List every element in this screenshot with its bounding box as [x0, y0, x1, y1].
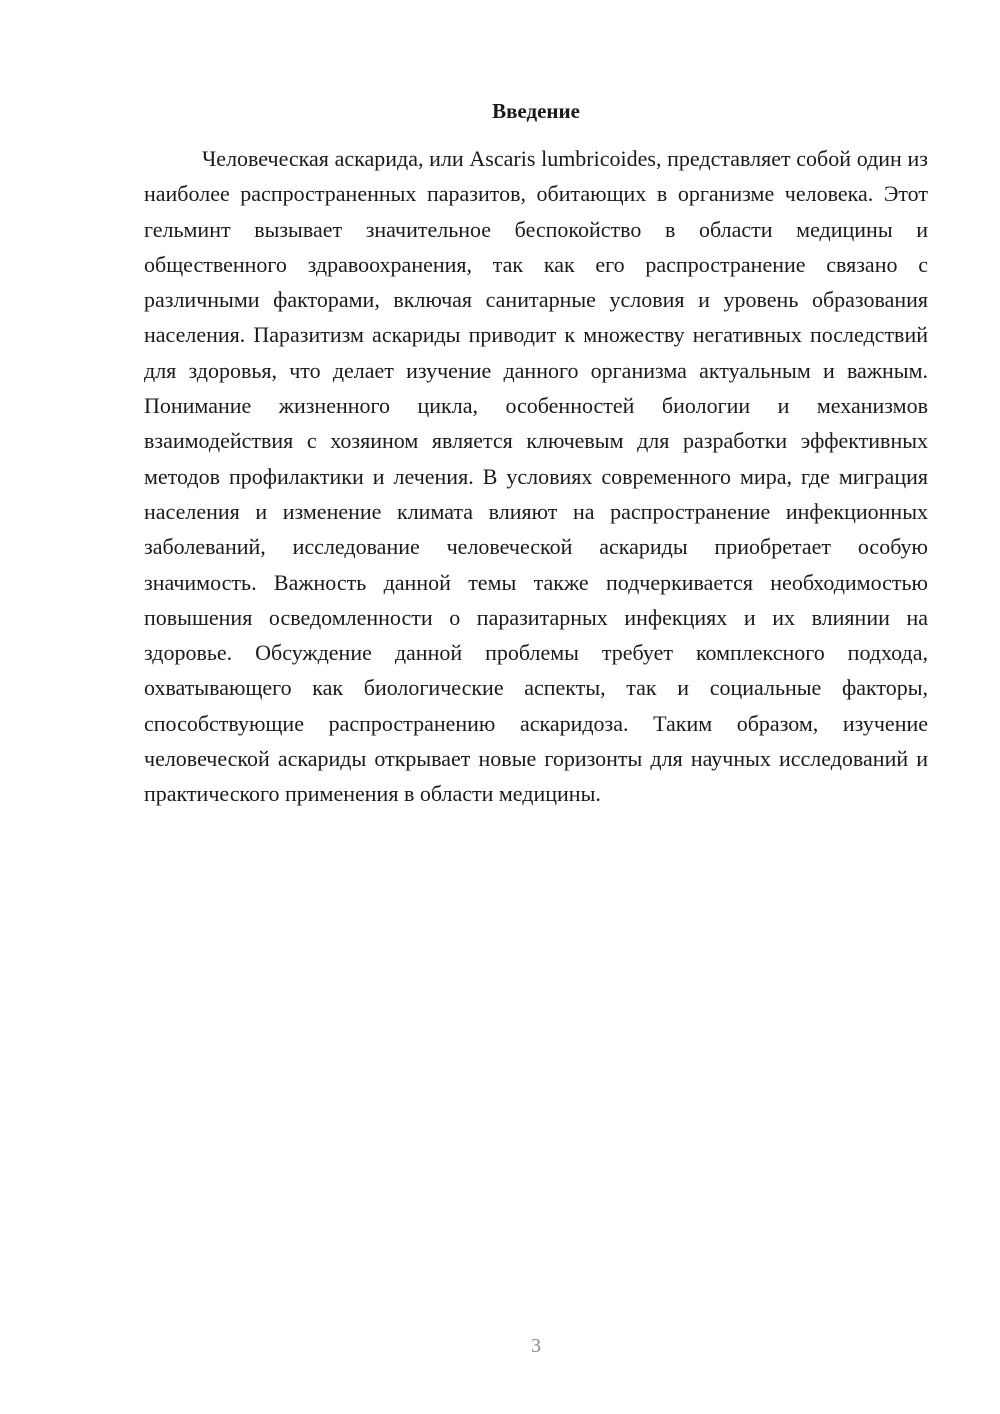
page-number: 3: [531, 1335, 541, 1357]
section-heading: Введение: [492, 99, 580, 123]
body-paragraph: Человеческая аскарида, или Ascaris lumbricoides, представляет собой один из наиболее распространенных паразитов, обитающих в организме человека. Этот гельминт вызывает значительное беспокойство в области медицины и общественного здравоохранения, так как его распространение связано с различными факторами, включая санитарные условия и уровень образования населения. Паразитизм аскариды приводит к множеству негативных последствий для здоровья, что делает изучение данного организма актуальным и важным. Понимание жизненного цикла, особенностей биологии и механизмов взаимодействия с хозяином является ключевым для разработки эффективных методов профилактики и лечения. В условиях современного мира, где миграция населения и изменение климата влияют на распространение инфекционных заболеваний, исследование человеческой аскариды приобретает особую значимость. Важность данной темы также подчеркивается необходимостью повышения осведомленности о паразитарных инфекциях и их влиянии на здоровье. Обсуждение данной проблемы требует комплексного подхода, охватывающего как биологические аспекты, так и социальные факторы, способствующие распространению аскаридоза. Таким образом, изучение человеческой аскариды открывает новые горизонты для научных исследований и практического применения в области медицины.: [144, 146, 928, 807]
